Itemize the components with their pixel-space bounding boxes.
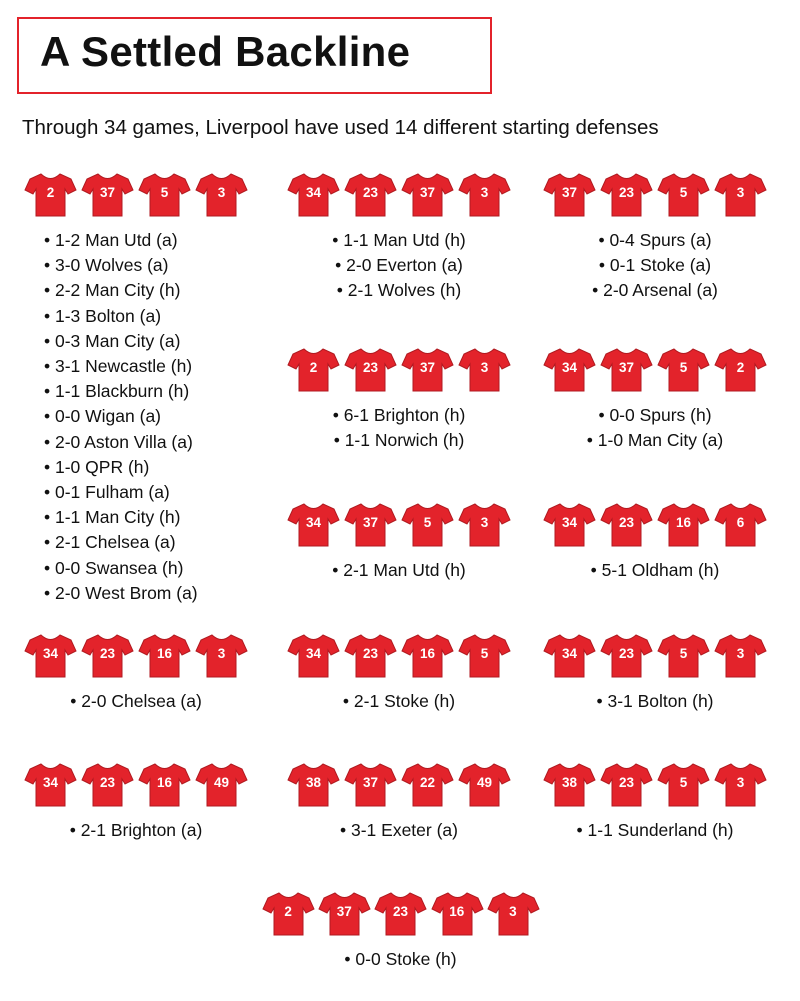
shirt-icon: [374, 891, 426, 937]
shirt-icon: [657, 172, 710, 218]
result-text: 3-1 Exeter (a): [351, 820, 458, 840]
shirt-icon: [600, 633, 653, 679]
bullet-icon: •: [344, 949, 356, 969]
shirt-icon: [543, 762, 596, 808]
bullet-icon: •: [592, 280, 604, 301]
lineup-group: [541, 172, 769, 304]
lineup-group: [285, 347, 513, 453]
shirt-icon: [458, 633, 511, 679]
lineup-group: [541, 762, 769, 843]
bullet-icon: •: [69, 820, 81, 840]
shirt-number: 3: [480, 185, 489, 200]
result-item: [22, 228, 250, 253]
result-text: 2-1 Man Utd (h): [343, 560, 466, 580]
bullet-icon: •: [44, 456, 55, 477]
lineup-group: [285, 762, 513, 843]
shirt-number: 37: [99, 185, 116, 200]
shirt-icon: [543, 347, 596, 393]
lineup-group: [285, 502, 513, 583]
result-item: [22, 581, 250, 606]
bullet-icon: •: [44, 532, 55, 553]
shirt-number: 34: [305, 185, 322, 200]
result-item: [285, 558, 513, 583]
shirt-icon: [287, 347, 340, 393]
result-text: 3-1 Newcastle (h): [55, 356, 193, 377]
shirt-number: 3: [736, 646, 745, 661]
result-list: [22, 818, 250, 843]
result-item: [285, 689, 513, 714]
result-list: [541, 558, 769, 583]
result-item: [541, 689, 769, 714]
shirt-icon: [401, 502, 454, 548]
result-item: [22, 455, 250, 480]
shirt-number: 34: [561, 360, 578, 375]
result-text: 0-1 Stoke (a): [609, 255, 712, 276]
bullet-icon: •: [44, 230, 55, 250]
bullet-icon: •: [44, 330, 55, 351]
shirt-number: 23: [99, 646, 116, 661]
shirt-number: 3: [217, 646, 226, 661]
result-item: [22, 430, 250, 455]
lineup-group: [541, 633, 769, 714]
result-item: [285, 228, 513, 253]
result-text: 1-1 Blackburn (h): [55, 381, 190, 402]
shirt-number: 37: [362, 775, 379, 790]
bullet-icon: •: [44, 582, 55, 603]
lineup-shirts: [285, 633, 513, 679]
shirt-number: 2: [736, 360, 745, 375]
shirt-number: 2: [284, 904, 292, 919]
bullet-icon: •: [598, 255, 610, 276]
shirt-number: 49: [476, 775, 493, 790]
lineup-shirts: [285, 762, 513, 808]
result-text: 2-0 Everton (a): [346, 255, 463, 276]
result-text: 0-0 Stoke (h): [355, 949, 457, 969]
shirt-number: 23: [362, 646, 379, 661]
shirt-icon: [543, 172, 596, 218]
result-item: [22, 530, 250, 555]
lineup-shirts: [285, 172, 513, 218]
shirt-number: 5: [480, 646, 489, 661]
shirt-number: 3: [736, 185, 745, 200]
result-text: 1-1 Norwich (h): [344, 430, 465, 451]
shirt-number: 34: [305, 646, 322, 661]
shirt-number: 23: [362, 185, 379, 200]
shirt-icon: [458, 502, 511, 548]
shirt-number: 3: [480, 360, 489, 375]
result-text: 1-1 Sunderland (h): [587, 820, 734, 840]
shirt-number: 23: [618, 775, 635, 790]
shirt-icon: [344, 762, 397, 808]
shirt-number: 23: [99, 775, 116, 790]
result-list: [541, 228, 769, 304]
page-title: A Settled Backline: [40, 28, 411, 75]
result-text: 2-2 Man City (h): [55, 280, 181, 301]
shirt-icon: [81, 633, 134, 679]
shirt-number: 49: [213, 775, 230, 790]
result-list: [541, 818, 769, 843]
result-item: [285, 403, 513, 428]
lineup-shirts: [541, 502, 769, 548]
result-text: 0-1 Fulham (a): [55, 482, 170, 503]
shirt-number: 16: [156, 646, 173, 661]
shirt-icon: [138, 762, 191, 808]
shirt-number: 16: [675, 515, 692, 530]
shirt-number: 23: [362, 360, 379, 375]
result-text: 2-1 Stoke (h): [353, 691, 456, 711]
shirt-number: 2: [309, 360, 318, 375]
lineup-group: [541, 502, 769, 583]
bullet-icon: •: [70, 691, 82, 711]
result-list: [285, 818, 513, 843]
bullet-icon: •: [332, 560, 344, 580]
shirt-icon: [344, 347, 397, 393]
bullet-icon: •: [44, 557, 55, 578]
shirt-icon: [487, 891, 539, 937]
shirt-number: 34: [305, 515, 322, 530]
result-text: 1-1 Man Utd (h): [343, 230, 466, 250]
shirt-number: 23: [618, 185, 635, 200]
shirt-icon: [657, 347, 710, 393]
result-item: [541, 818, 769, 843]
shirt-number: 34: [42, 646, 59, 661]
shirt-icon: [600, 762, 653, 808]
shirt-number: 5: [679, 185, 688, 200]
lineup-group: [541, 347, 769, 453]
lineup-shirts: [285, 347, 513, 393]
lineup-shirts: [22, 172, 250, 218]
shirt-number: 5: [423, 515, 432, 530]
shirt-number: 16: [449, 904, 465, 919]
shirt-icon: [344, 633, 397, 679]
shirt-number: 6: [736, 515, 745, 530]
shirt-number: 34: [561, 515, 578, 530]
shirt-number: 34: [561, 646, 578, 661]
lineup-group: [262, 891, 539, 972]
shirt-icon: [458, 762, 511, 808]
bullet-icon: •: [44, 381, 55, 402]
lineup-group: [285, 172, 513, 304]
result-text: 0-0 Spurs (h): [609, 405, 712, 425]
result-item: [541, 558, 769, 583]
shirt-icon: [600, 347, 653, 393]
shirt-number: 16: [156, 775, 173, 790]
lineup-shirts: [541, 762, 769, 808]
bullet-icon: •: [44, 280, 55, 301]
result-list: [541, 403, 769, 453]
shirt-icon: [657, 762, 710, 808]
bullet-icon: •: [44, 406, 55, 427]
shirt-icon: [287, 502, 340, 548]
shirt-number: 38: [561, 775, 578, 790]
result-list: [285, 403, 513, 453]
bullet-icon: •: [44, 255, 55, 276]
bullet-icon: •: [576, 820, 588, 840]
bullet-icon: •: [342, 691, 354, 711]
result-list: [285, 558, 513, 583]
shirt-icon: [81, 762, 134, 808]
shirt-icon: [81, 172, 134, 218]
bullet-icon: •: [335, 255, 347, 276]
shirt-icon: [318, 891, 370, 937]
result-text: 6-1 Brighton (h): [343, 405, 466, 425]
result-text: 3-0 Wolves (a): [55, 255, 169, 276]
bullet-icon: •: [44, 482, 55, 503]
bullet-icon: •: [44, 356, 55, 377]
shirt-icon: [24, 172, 77, 218]
result-item: [285, 278, 513, 303]
shirt-number: 23: [618, 646, 635, 661]
lineup-group: [22, 633, 250, 714]
result-item: [22, 329, 250, 354]
result-text: 0-0 Swansea (h): [55, 557, 184, 578]
result-item: [541, 253, 769, 278]
shirt-number: 37: [618, 360, 635, 375]
result-text: 2-0 West Brom (a): [55, 582, 198, 603]
bullet-icon: •: [336, 280, 348, 301]
lineup-shirts: [285, 502, 513, 548]
shirt-icon: [543, 502, 596, 548]
result-text: 5-1 Oldham (h): [601, 560, 720, 580]
shirt-icon: [714, 502, 767, 548]
shirt-icon: [195, 172, 248, 218]
lineup-shirts: [541, 347, 769, 393]
shirt-icon: [287, 633, 340, 679]
shirt-icon: [195, 633, 248, 679]
result-text: 1-2 Man Utd (a): [55, 230, 178, 250]
shirt-icon: [600, 172, 653, 218]
bullet-icon: •: [44, 507, 55, 528]
shirt-number: 37: [336, 904, 352, 919]
result-text: 2-0 Arsenal (a): [603, 280, 718, 301]
result-text: 2-0 Aston Villa (a): [55, 431, 193, 452]
shirt-icon: [714, 633, 767, 679]
result-text: 2-1 Brighton (a): [80, 820, 203, 840]
result-item: [22, 253, 250, 278]
lineup-group: [22, 172, 250, 606]
lineup-shirts: [22, 633, 250, 679]
shirt-number: 16: [419, 646, 436, 661]
result-item: [22, 818, 250, 843]
result-text: 2-0 Chelsea (a): [81, 691, 202, 711]
result-item: [22, 304, 250, 329]
shirt-number: 37: [419, 185, 436, 200]
lineup-shirts: [262, 891, 539, 937]
result-text: 1-0 Man City (a): [597, 430, 724, 451]
result-item: [285, 428, 513, 453]
result-item: [22, 278, 250, 303]
shirt-icon: [401, 347, 454, 393]
result-text: 0-4 Spurs (a): [609, 230, 712, 250]
shirt-icon: [24, 762, 77, 808]
shirt-icon: [714, 762, 767, 808]
lineup-shirts: [22, 762, 250, 808]
shirt-number: 38: [305, 775, 322, 790]
shirt-icon: [401, 633, 454, 679]
shirt-icon: [657, 633, 710, 679]
shirt-number: 3: [480, 515, 489, 530]
result-item: [22, 404, 250, 429]
result-item: [541, 228, 769, 253]
bullet-icon: •: [333, 430, 345, 451]
result-text: 1-3 Bolton (a): [55, 305, 162, 326]
bullet-icon: •: [332, 405, 344, 425]
result-text: 2-1 Chelsea (a): [55, 532, 176, 553]
shirt-icon: [431, 891, 483, 937]
shirt-icon: [262, 891, 314, 937]
shirt-number: 5: [679, 646, 688, 661]
shirt-number: 3: [509, 904, 517, 919]
shirt-number: 22: [419, 775, 436, 790]
result-item: [541, 403, 769, 428]
bullet-icon: •: [332, 230, 344, 250]
result-item: [22, 689, 250, 714]
shirt-icon: [600, 502, 653, 548]
result-item: [285, 253, 513, 278]
shirt-number: 3: [736, 775, 745, 790]
shirt-icon: [24, 633, 77, 679]
shirt-icon: [458, 347, 511, 393]
shirt-icon: [714, 347, 767, 393]
shirt-number: 3: [217, 185, 226, 200]
shirt-number: 2: [46, 185, 55, 200]
lineup-group: [285, 633, 513, 714]
result-list: [22, 228, 250, 606]
result-item: [285, 818, 513, 843]
shirt-number: 37: [419, 360, 436, 375]
shirt-icon: [287, 172, 340, 218]
bullet-icon: •: [590, 560, 602, 580]
shirt-number: 5: [679, 775, 688, 790]
shirt-icon: [458, 172, 511, 218]
result-item: [22, 505, 250, 530]
shirt-number: 37: [362, 515, 379, 530]
bullet-icon: •: [598, 405, 610, 425]
shirt-icon: [543, 633, 596, 679]
result-item: [541, 428, 769, 453]
shirt-icon: [138, 172, 191, 218]
lineup-shirts: [541, 172, 769, 218]
result-list: [262, 947, 539, 972]
result-list: [22, 689, 250, 714]
result-list: [285, 689, 513, 714]
result-list: [285, 228, 513, 304]
result-text: 0-3 Man City (a): [55, 330, 181, 351]
shirt-icon: [344, 172, 397, 218]
shirt-icon: [657, 502, 710, 548]
result-text: 3-1 Bolton (h): [607, 691, 714, 711]
shirt-number: 23: [392, 904, 409, 919]
bullet-icon: •: [44, 305, 55, 326]
shirt-icon: [195, 762, 248, 808]
result-item: [541, 278, 769, 303]
result-item: [22, 556, 250, 581]
subtitle: Through 34 games, Liverpool have used 14 different starting defenses: [22, 116, 659, 139]
result-text: 0-0 Wigan (a): [55, 406, 162, 427]
shirt-icon: [714, 172, 767, 218]
result-text: 1-1 Man City (h): [55, 507, 181, 528]
result-item: [22, 379, 250, 404]
shirt-number: 23: [618, 515, 635, 530]
result-list: [541, 689, 769, 714]
bullet-icon: •: [586, 430, 598, 451]
shirt-number: 37: [561, 185, 578, 200]
bullet-icon: •: [596, 691, 608, 711]
bullet-icon: •: [598, 230, 610, 250]
result-text: 2-1 Wolves (h): [347, 280, 462, 301]
result-text: 1-0 QPR (h): [55, 456, 150, 477]
bullet-icon: •: [44, 431, 55, 452]
shirt-icon: [401, 172, 454, 218]
bullet-icon: •: [340, 820, 351, 840]
shirt-number: 5: [160, 185, 169, 200]
shirt-icon: [401, 762, 454, 808]
result-item: [22, 480, 250, 505]
shirt-number: 34: [42, 775, 59, 790]
shirt-icon: [344, 502, 397, 548]
shirt-number: 5: [679, 360, 688, 375]
shirt-icon: [138, 633, 191, 679]
shirt-icon: [287, 762, 340, 808]
result-item: [22, 354, 250, 379]
lineup-group: [22, 762, 250, 843]
lineup-shirts: [541, 633, 769, 679]
result-item: [262, 947, 539, 972]
